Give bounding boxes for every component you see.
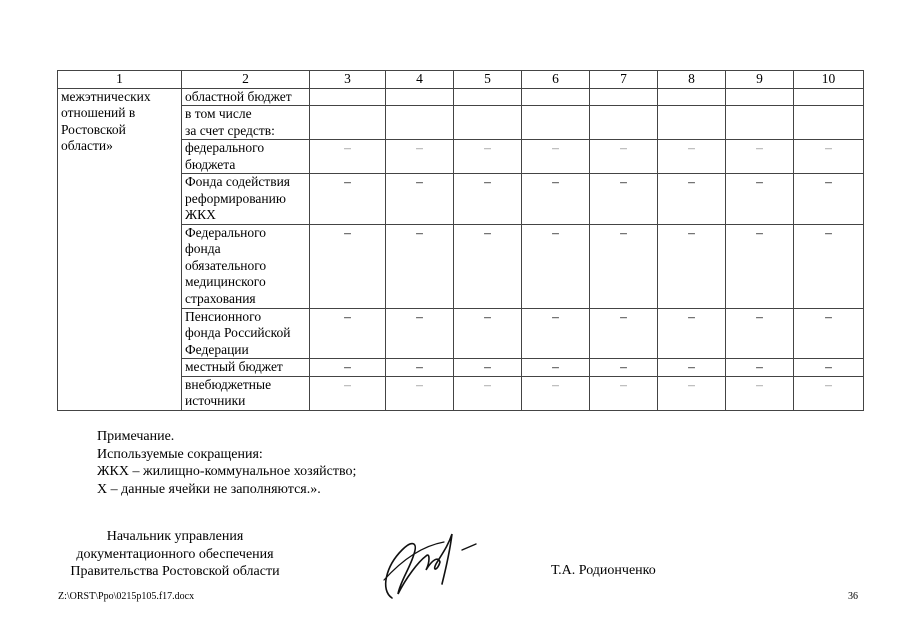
funding-source-line: обязательного [185, 257, 267, 273]
value-cell [454, 106, 522, 140]
signer-name: Т.А. Родионченко [551, 563, 656, 578]
funding-source-line: за счет средств: [185, 122, 275, 138]
signer-title-line3: Правительства Ростовской области [70, 564, 280, 579]
value-cell: – [386, 174, 454, 225]
value-cell [658, 106, 726, 140]
value-cell: – [590, 308, 658, 359]
column-header: 4 [386, 71, 454, 89]
value-cell: – [590, 174, 658, 225]
value-cell [794, 88, 864, 106]
value-cell: – [454, 224, 522, 308]
note-title: Примечание. [97, 429, 175, 444]
value-cell: – [590, 140, 658, 174]
value-cell: – [522, 224, 590, 308]
column-header: 1 [58, 71, 182, 89]
value-cell: – [386, 224, 454, 308]
funding-source-line: реформированию [185, 190, 286, 206]
funding-source-line: ЖКХ [185, 207, 216, 222]
value-cell: – [310, 174, 386, 225]
page-number: 36 [848, 591, 858, 602]
value-cell: – [794, 140, 864, 174]
value-cell: – [522, 174, 590, 225]
value-cell: – [454, 376, 522, 410]
funding-source-line: внебюджетные [185, 376, 272, 392]
value-cell [386, 106, 454, 140]
value-cell [310, 106, 386, 140]
funding-source-line: федерального [185, 140, 265, 155]
footer-file-path: Z:\ORST\Ppo\0215p105.f17.docx [58, 591, 195, 602]
column-header: 5 [454, 71, 522, 89]
value-cell: – [590, 376, 658, 410]
value-cell: – [726, 224, 794, 308]
value-cell: – [310, 224, 386, 308]
funding-source-cell [182, 376, 310, 410]
value-cell: – [658, 224, 726, 308]
value-cell [454, 88, 522, 106]
funding-source-cell [182, 174, 310, 225]
funding-source-cell [182, 106, 310, 140]
funding-source-line: областной бюджет [185, 88, 292, 104]
value-cell: – [794, 376, 864, 410]
value-cell: – [310, 140, 386, 174]
value-cell: – [794, 174, 864, 225]
value-cell: – [726, 359, 794, 377]
value-cell: – [454, 359, 522, 377]
funding-source-line: страхования [185, 290, 256, 306]
value-cell [726, 106, 794, 140]
value-cell: – [454, 140, 522, 174]
value-cell: – [522, 140, 590, 174]
program-name-line: межэтнических [61, 88, 151, 104]
funding-source-line: бюджета [185, 156, 236, 172]
note-abbreviation-zhkh: ЖКХ – жилищно-коммунальное хозяйство; [97, 464, 357, 479]
value-cell [590, 88, 658, 106]
value-cell: – [658, 308, 726, 359]
value-cell: – [726, 140, 794, 174]
funding-source-line: фонда Российской [185, 325, 291, 340]
funding-source-line: Федерального [185, 224, 267, 240]
funding-source-cell [182, 224, 310, 308]
value-cell: – [726, 174, 794, 225]
value-cell [590, 106, 658, 140]
value-cell: – [386, 140, 454, 174]
value-cell: – [726, 376, 794, 410]
value-cell: – [310, 308, 386, 359]
value-cell [658, 88, 726, 106]
funding-source-cell [182, 359, 310, 377]
value-cell: – [386, 308, 454, 359]
value-cell: – [590, 359, 658, 377]
value-cell: – [386, 359, 454, 377]
funding-source-line: Пенсионного [185, 308, 262, 324]
handwritten-signature [372, 520, 484, 606]
funding-source-line: медицинского [185, 274, 266, 289]
funding-source-line: фонда [185, 241, 221, 256]
program-name-line: области» [61, 138, 113, 153]
value-cell [522, 88, 590, 106]
value-cell: – [658, 140, 726, 174]
note-block [97, 428, 356, 498]
column-header: 10 [794, 71, 864, 89]
value-cell: – [522, 359, 590, 377]
value-cell [310, 88, 386, 106]
value-cell: – [658, 376, 726, 410]
value-cell [522, 106, 590, 140]
value-cell [386, 88, 454, 106]
value-cell: – [726, 308, 794, 359]
value-cell: – [590, 224, 658, 308]
program-name-line: отношений в [61, 105, 136, 120]
signer-title [58, 528, 292, 581]
table-row [58, 88, 864, 106]
note-abbreviation-x: Х – данные ячейки не заполняются.». [97, 481, 321, 497]
value-cell: – [454, 308, 522, 359]
funding-source-line: источники [185, 393, 246, 408]
funding-source-cell [182, 88, 310, 106]
table-header-row [58, 71, 864, 89]
funding-source-line: местный бюджет [185, 359, 283, 374]
column-header: 7 [590, 71, 658, 89]
value-cell: – [794, 359, 864, 377]
value-cell: – [522, 376, 590, 410]
funding-source-line: Федерации [185, 341, 249, 357]
column-header: 3 [310, 71, 386, 89]
funding-source-cell [182, 140, 310, 174]
value-cell: – [310, 376, 386, 410]
funding-source-line: в том числе [185, 106, 252, 121]
column-header: 8 [658, 71, 726, 89]
signer-title-line2: документационного обеспечения [76, 546, 274, 562]
signer-title-line1: Начальник управления [106, 529, 244, 544]
value-cell [794, 106, 864, 140]
value-cell: – [658, 359, 726, 377]
funding-source-cell [182, 308, 310, 359]
note-intro: Используемые сокращения: [97, 446, 263, 462]
value-cell: – [794, 224, 864, 308]
value-cell [726, 88, 794, 106]
column-header: 9 [726, 71, 794, 89]
value-cell: – [454, 174, 522, 225]
data-table [57, 70, 864, 411]
program-name-line: Ростовской [61, 121, 126, 137]
value-cell: – [794, 308, 864, 359]
funding-source-line: Фонда содействия [185, 174, 291, 189]
column-header: 6 [522, 71, 590, 89]
column-header: 2 [182, 71, 310, 89]
value-cell: – [522, 308, 590, 359]
value-cell: – [658, 174, 726, 225]
value-cell: – [386, 376, 454, 410]
value-cell: – [310, 359, 386, 377]
program-name-cell [58, 88, 182, 410]
